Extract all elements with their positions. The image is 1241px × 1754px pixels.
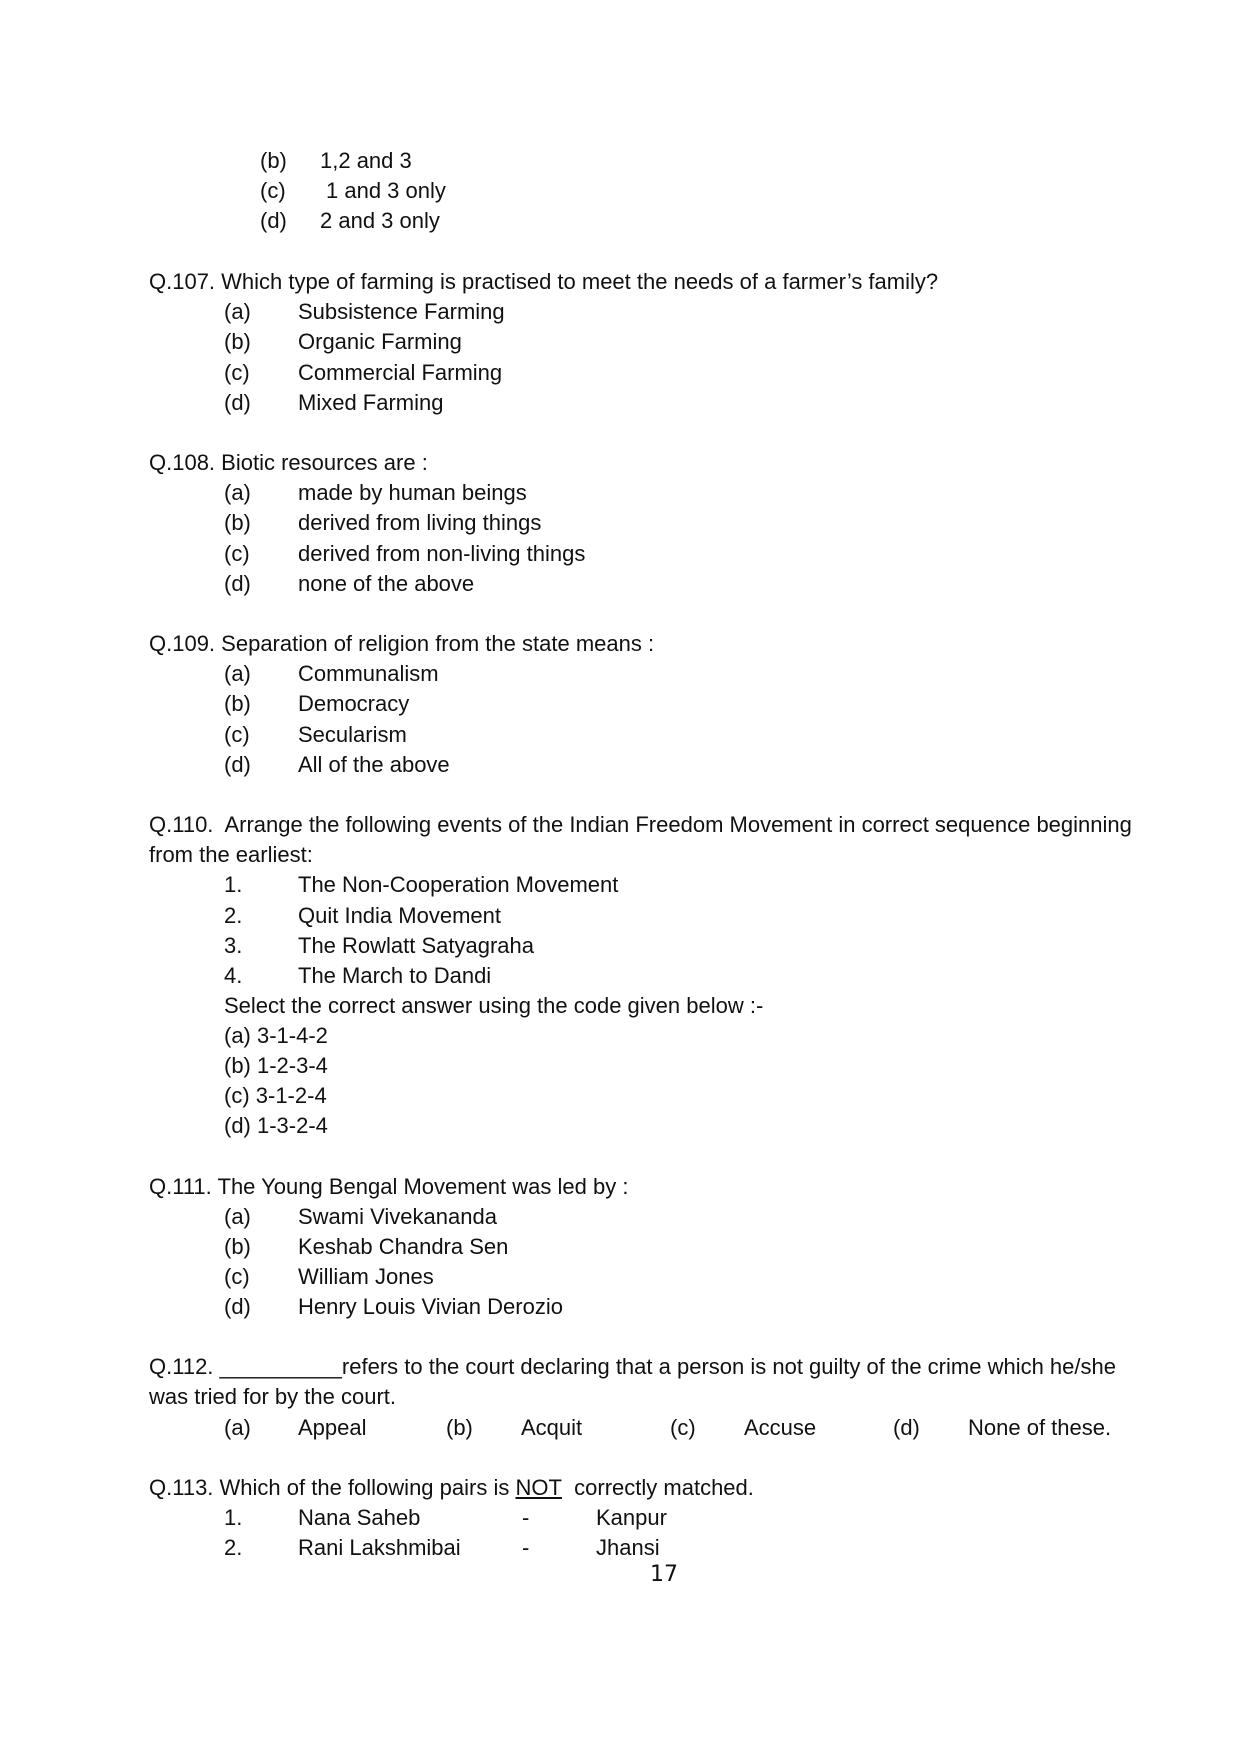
option-text: Mixed Farming xyxy=(298,390,444,415)
option-text: Organic Farming xyxy=(298,329,462,354)
option-label: (d) xyxy=(224,390,251,415)
pair-place: Jhansi xyxy=(596,1535,660,1560)
pair-name: Nana Saheb xyxy=(298,1505,421,1530)
option-label: (b) xyxy=(224,691,251,716)
option-label: (d) xyxy=(260,208,287,233)
event-text: The March to Dandi xyxy=(298,963,492,988)
event-text: Quit India Movement xyxy=(298,903,501,928)
answer-option: (c) 3-1-2-4 xyxy=(224,1083,327,1108)
question-108 xyxy=(149,450,428,476)
option-text: derived from living things xyxy=(298,510,542,535)
event-label: 4. xyxy=(224,963,243,988)
pair-place: Kanpur xyxy=(596,1505,667,1530)
question-text: Which type of farming is practised to meet the needs of a farmer’s family? xyxy=(221,269,939,294)
question-112 xyxy=(149,1354,1116,1380)
pair-dash: - xyxy=(522,1505,530,1530)
option-label: (d) xyxy=(893,1415,920,1440)
option-label: (a) xyxy=(224,1204,251,1229)
pair-dash: - xyxy=(522,1535,530,1560)
pair-label: 2. xyxy=(224,1535,243,1560)
event-text: The Rowlatt Satyagraha xyxy=(298,933,535,958)
option-label: (c) xyxy=(670,1415,696,1440)
question-text-cont: from the earliest: xyxy=(149,842,313,867)
question-text-cont: was tried for by the court. xyxy=(149,1384,396,1409)
question-number: Q.107. xyxy=(149,269,216,294)
option-text: Keshab Chandra Sen xyxy=(298,1234,509,1259)
event-label: 1. xyxy=(224,872,243,897)
option-text: Henry Louis Vivian Derozio xyxy=(298,1294,563,1319)
question-110 xyxy=(149,812,1132,838)
question-number: Q.111. xyxy=(149,1174,212,1199)
option-text: All of the above xyxy=(298,752,450,777)
option-label: (b) xyxy=(224,1234,251,1259)
option-text: Appeal xyxy=(298,1415,367,1440)
question-text: Separation of religion from the state means : xyxy=(221,631,655,656)
question-text: Biotic resources are : xyxy=(221,450,428,475)
option-label: (b) xyxy=(446,1415,473,1440)
option-text: none of the above xyxy=(298,571,475,596)
option-label: (a) xyxy=(224,299,251,324)
option-text: None of these. xyxy=(968,1415,1112,1440)
question-111 xyxy=(149,1174,628,1200)
question-text: refers to the court declaring that a person is not guilty of the crime which he/she xyxy=(341,1354,1116,1379)
event-label: 3. xyxy=(224,933,243,958)
question-number: Q.108. xyxy=(149,450,216,475)
option-label: (a) xyxy=(224,661,251,686)
option-text: Subsistence Farming xyxy=(298,299,505,324)
pair-label: 1. xyxy=(224,1505,243,1530)
option-label: (b) xyxy=(224,510,251,535)
emphasis-text: NOT xyxy=(515,1475,562,1500)
question-number: Q.109. xyxy=(149,631,216,656)
answer-option: (d) 1-3-2-4 xyxy=(224,1113,328,1138)
fill-in-blank: __________ xyxy=(219,1354,342,1379)
option-text: Commercial Farming xyxy=(298,360,503,385)
option-label: (b) xyxy=(224,329,251,354)
pair-name: Rani Lakshmibai xyxy=(298,1535,461,1560)
event-label: 2. xyxy=(224,903,243,928)
option-text: Acquit xyxy=(521,1415,583,1440)
option-text: Communalism xyxy=(298,661,439,686)
answer-option: (a) 3-1-4-2 xyxy=(224,1023,328,1048)
question-109 xyxy=(149,631,654,657)
question-text: The Young Bengal Movement was led by : xyxy=(217,1174,629,1199)
option-text: Democracy xyxy=(298,691,410,716)
question-text: Which of the following pairs is xyxy=(219,1475,510,1500)
option-text: Secularism xyxy=(298,722,407,747)
option-label: (c) xyxy=(224,360,250,385)
option-label: (c) xyxy=(260,178,286,203)
page-number: 17 xyxy=(650,1562,678,1587)
question-107 xyxy=(149,269,938,295)
option-label: (a) xyxy=(224,1415,251,1440)
option-label: (a) xyxy=(224,480,251,505)
option-text: William Jones xyxy=(298,1264,434,1289)
event-text: The Non-Cooperation Movement xyxy=(298,872,619,897)
option-text: derived from non-living things xyxy=(298,541,586,566)
option-label: (c) xyxy=(224,1264,250,1289)
option-label: (d) xyxy=(224,571,251,596)
instruction-text: Select the correct answer using the code given below :- xyxy=(224,993,764,1018)
option-label: (d) xyxy=(224,1294,251,1319)
option-label: (c) xyxy=(224,541,250,566)
option-text: 1 and 3 only xyxy=(326,178,446,203)
question-number: Q.112. xyxy=(149,1354,214,1379)
option-label: (d) xyxy=(224,752,251,777)
option-text: 1,2 and 3 xyxy=(320,148,412,173)
question-text: correctly matched. xyxy=(574,1475,754,1500)
question-number: Q.113. xyxy=(149,1475,214,1500)
option-text: 2 and 3 only xyxy=(320,208,440,233)
question-text: Arrange the following events of the Indian Freedom Movement in correct sequence beginning xyxy=(224,812,1132,837)
option-text: made by human beings xyxy=(298,480,527,505)
option-label: (b) xyxy=(260,148,287,173)
option-text: Accuse xyxy=(744,1415,817,1440)
option-label: (c) xyxy=(224,722,250,747)
option-text: Swami Vivekananda xyxy=(298,1204,497,1229)
question-number: Q.110. xyxy=(149,812,214,837)
answer-option: (b) 1-2-3-4 xyxy=(224,1053,328,1078)
question-113 xyxy=(149,1475,754,1501)
